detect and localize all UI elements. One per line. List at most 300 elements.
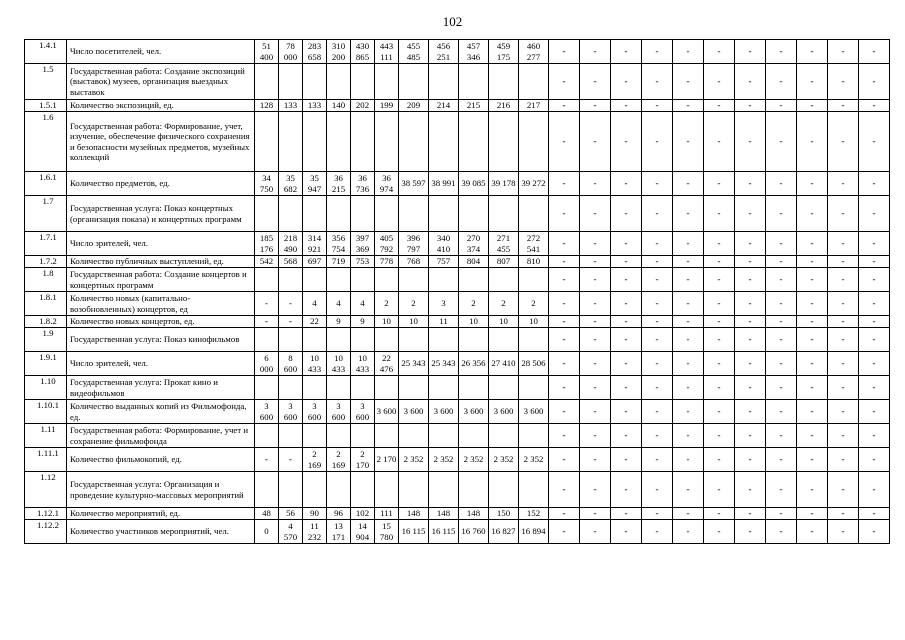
- value-cell: -: [704, 376, 735, 400]
- value-cell: 2 352: [519, 448, 549, 472]
- value-cell: 16 827: [489, 520, 519, 544]
- value-cell: -: [859, 40, 890, 64]
- row-number: 1.7: [25, 196, 67, 232]
- value-cell: [519, 472, 549, 508]
- value-cell: -: [642, 40, 673, 64]
- value-cell: [459, 376, 489, 400]
- value-cell: -: [735, 448, 766, 472]
- value-cell: -: [704, 112, 735, 172]
- value-cell: 27 410: [489, 352, 519, 376]
- value-cell: -: [549, 520, 580, 544]
- value-cell: [351, 64, 375, 100]
- value-cell: 14 904: [351, 520, 375, 544]
- value-cell: [303, 424, 327, 448]
- value-cell: -: [255, 316, 279, 328]
- table-row: [25, 172, 890, 196]
- value-cell: [459, 112, 489, 172]
- value-cell: 2 169: [303, 448, 327, 472]
- value-cell: [375, 112, 399, 172]
- value-cell: -: [611, 400, 642, 424]
- value-cell: 3 600: [303, 400, 327, 424]
- value-cell: [351, 196, 375, 232]
- value-cell: 430 865: [351, 40, 375, 64]
- value-cell: -: [279, 292, 303, 316]
- value-cell: 96: [327, 508, 351, 520]
- value-cell: -: [766, 400, 797, 424]
- value-cell: 16 115: [399, 520, 429, 544]
- value-cell: -: [549, 448, 580, 472]
- value-cell: -: [549, 316, 580, 328]
- row-number: 1.11: [25, 424, 67, 448]
- value-cell: [399, 376, 429, 400]
- value-cell: -: [704, 328, 735, 352]
- value-cell: -: [580, 268, 611, 292]
- value-cell: [489, 196, 519, 232]
- value-cell: 2 169: [327, 448, 351, 472]
- value-cell: -: [797, 508, 828, 520]
- value-cell: -: [549, 352, 580, 376]
- value-cell: 459 175: [489, 40, 519, 64]
- value-cell: -: [549, 424, 580, 448]
- row-number: 1.4.1: [25, 40, 67, 64]
- value-cell: -: [766, 472, 797, 508]
- value-cell: -: [735, 400, 766, 424]
- value-cell: [327, 328, 351, 352]
- row-number: 1.9: [25, 328, 67, 352]
- value-cell: 272 541: [519, 232, 549, 256]
- value-cell: 2 352: [399, 448, 429, 472]
- value-cell: -: [580, 112, 611, 172]
- value-cell: [255, 328, 279, 352]
- value-cell: -: [797, 172, 828, 196]
- value-cell: 697: [303, 256, 327, 268]
- value-cell: -: [549, 400, 580, 424]
- value-cell: 778: [375, 256, 399, 268]
- value-cell: -: [766, 64, 797, 100]
- value-cell: [303, 328, 327, 352]
- value-cell: 11 232: [303, 520, 327, 544]
- value-cell: -: [735, 376, 766, 400]
- value-cell: [303, 64, 327, 100]
- value-cell: [489, 424, 519, 448]
- value-cell: [279, 196, 303, 232]
- value-cell: 460 277: [519, 40, 549, 64]
- value-cell: [255, 64, 279, 100]
- value-cell: -: [797, 448, 828, 472]
- value-cell: 9: [327, 316, 351, 328]
- value-cell: -: [859, 448, 890, 472]
- value-cell: -: [766, 376, 797, 400]
- value-cell: [327, 472, 351, 508]
- value-cell: -: [735, 232, 766, 256]
- value-cell: -: [797, 64, 828, 100]
- value-cell: [429, 328, 459, 352]
- value-cell: -: [735, 100, 766, 112]
- value-cell: -: [642, 64, 673, 100]
- value-cell: -: [642, 400, 673, 424]
- value-cell: 6 000: [255, 352, 279, 376]
- value-cell: [279, 268, 303, 292]
- value-cell: -: [828, 40, 859, 64]
- value-cell: 2: [519, 292, 549, 316]
- value-cell: 28 506: [519, 352, 549, 376]
- value-cell: -: [673, 196, 704, 232]
- value-cell: [459, 424, 489, 448]
- value-cell: 16 894: [519, 520, 549, 544]
- value-cell: -: [704, 40, 735, 64]
- value-cell: [375, 424, 399, 448]
- value-cell: -: [859, 328, 890, 352]
- value-cell: -: [735, 352, 766, 376]
- value-cell: -: [673, 376, 704, 400]
- value-cell: -: [642, 448, 673, 472]
- value-cell: -: [735, 424, 766, 448]
- value-cell: [399, 64, 429, 100]
- value-cell: 39 272: [519, 172, 549, 196]
- indicator-name: Количество участников мероприятий, чел.: [67, 520, 255, 544]
- value-cell: -: [673, 268, 704, 292]
- value-cell: -: [580, 352, 611, 376]
- value-cell: [255, 376, 279, 400]
- value-cell: -: [828, 112, 859, 172]
- value-cell: 25 343: [399, 352, 429, 376]
- value-cell: -: [828, 316, 859, 328]
- indicator-name: Государственная услуга: Показ кинофильмов: [67, 328, 255, 352]
- value-cell: 216: [489, 100, 519, 112]
- value-cell: [375, 328, 399, 352]
- value-cell: 185 176: [255, 232, 279, 256]
- indicator-name: Количество предметов, ед.: [67, 172, 255, 196]
- value-cell: 4: [303, 292, 327, 316]
- value-cell: 39 085: [459, 172, 489, 196]
- value-cell: [303, 112, 327, 172]
- value-cell: [459, 268, 489, 292]
- value-cell: -: [797, 472, 828, 508]
- value-cell: 10 433: [303, 352, 327, 376]
- value-cell: -: [828, 400, 859, 424]
- value-cell: 405 792: [375, 232, 399, 256]
- value-cell: -: [611, 520, 642, 544]
- value-cell: -: [828, 196, 859, 232]
- value-cell: -: [642, 172, 673, 196]
- value-cell: -: [704, 64, 735, 100]
- value-cell: 111: [375, 508, 399, 520]
- value-cell: [255, 472, 279, 508]
- value-cell: 48: [255, 508, 279, 520]
- value-cell: -: [797, 292, 828, 316]
- value-cell: [279, 328, 303, 352]
- value-cell: 3 600: [489, 400, 519, 424]
- value-cell: -: [797, 112, 828, 172]
- value-cell: -: [642, 328, 673, 352]
- indicator-name: Количество публичных выступлений, ед.: [67, 256, 255, 268]
- value-cell: 753: [351, 256, 375, 268]
- value-cell: 35 682: [279, 172, 303, 196]
- value-cell: -: [611, 268, 642, 292]
- value-cell: -: [580, 472, 611, 508]
- table-row: [25, 196, 890, 232]
- value-cell: [429, 424, 459, 448]
- value-cell: 810: [519, 256, 549, 268]
- value-cell: -: [611, 316, 642, 328]
- value-cell: [399, 196, 429, 232]
- indicator-name: Государственная услуга: Организация и проведение культурно-массовых мероприятий: [67, 472, 255, 508]
- value-cell: -: [828, 64, 859, 100]
- value-cell: 340 410: [429, 232, 459, 256]
- value-cell: -: [642, 292, 673, 316]
- value-cell: [399, 268, 429, 292]
- value-cell: -: [549, 292, 580, 316]
- value-cell: 152: [519, 508, 549, 520]
- value-cell: [255, 196, 279, 232]
- value-cell: 2: [459, 292, 489, 316]
- row-number: 1.8.2: [25, 316, 67, 328]
- value-cell: 2 352: [429, 448, 459, 472]
- value-cell: -: [549, 268, 580, 292]
- value-cell: -: [797, 376, 828, 400]
- value-cell: -: [766, 424, 797, 448]
- value-cell: -: [704, 508, 735, 520]
- value-cell: -: [828, 352, 859, 376]
- value-cell: [459, 328, 489, 352]
- value-cell: -: [673, 508, 704, 520]
- value-cell: -: [642, 520, 673, 544]
- value-cell: -: [735, 172, 766, 196]
- table-row: [25, 352, 890, 376]
- table-row: [25, 316, 890, 328]
- row-number: 1.10: [25, 376, 67, 400]
- value-cell: -: [766, 508, 797, 520]
- table-row: [25, 40, 890, 64]
- value-cell: 804: [459, 256, 489, 268]
- row-number: 1.12: [25, 472, 67, 508]
- indicator-name: Государственная работа: Создание экспозиций (выставок) музеев, организация выездных выставок: [67, 64, 255, 100]
- table-row: [25, 424, 890, 448]
- value-cell: 2 352: [489, 448, 519, 472]
- value-cell: [519, 64, 549, 100]
- value-cell: -: [549, 508, 580, 520]
- value-cell: [459, 472, 489, 508]
- value-cell: -: [859, 268, 890, 292]
- value-cell: 443 111: [375, 40, 399, 64]
- value-cell: -: [766, 448, 797, 472]
- row-number: 1.5: [25, 64, 67, 100]
- value-cell: -: [580, 292, 611, 316]
- value-cell: 78 000: [279, 40, 303, 64]
- table-row: [25, 256, 890, 268]
- value-cell: -: [642, 376, 673, 400]
- value-cell: -: [797, 196, 828, 232]
- value-cell: -: [673, 40, 704, 64]
- table-row: [25, 400, 890, 424]
- value-cell: -: [859, 520, 890, 544]
- value-cell: 10: [519, 316, 549, 328]
- value-cell: -: [279, 316, 303, 328]
- value-cell: -: [255, 292, 279, 316]
- value-cell: [399, 472, 429, 508]
- indicator-name: Государственная работа: Формирование, учет и сохранение фильмофонда: [67, 424, 255, 448]
- value-cell: 140: [327, 100, 351, 112]
- value-cell: 148: [459, 508, 489, 520]
- table-row: [25, 448, 890, 472]
- value-cell: -: [580, 256, 611, 268]
- table-row: [25, 292, 890, 316]
- value-cell: -: [611, 64, 642, 100]
- value-cell: [327, 424, 351, 448]
- value-cell: 568: [279, 256, 303, 268]
- value-cell: 150: [489, 508, 519, 520]
- value-cell: 396 797: [399, 232, 429, 256]
- value-cell: 15 780: [375, 520, 399, 544]
- value-cell: -: [859, 424, 890, 448]
- table-row: [25, 328, 890, 352]
- value-cell: 9: [351, 316, 375, 328]
- value-cell: -: [828, 328, 859, 352]
- value-cell: -: [580, 316, 611, 328]
- value-cell: 214: [429, 100, 459, 112]
- value-cell: [429, 472, 459, 508]
- value-cell: -: [735, 40, 766, 64]
- value-cell: 148: [399, 508, 429, 520]
- value-cell: 10 433: [351, 352, 375, 376]
- value-cell: 757: [429, 256, 459, 268]
- value-cell: 314 921: [303, 232, 327, 256]
- indicator-name: Количество новых концертов, ед.: [67, 316, 255, 328]
- value-cell: [429, 64, 459, 100]
- value-cell: [489, 112, 519, 172]
- row-number: 1.9.1: [25, 352, 67, 376]
- value-cell: -: [704, 196, 735, 232]
- value-cell: 35 947: [303, 172, 327, 196]
- value-cell: -: [642, 268, 673, 292]
- value-cell: -: [642, 196, 673, 232]
- value-cell: [459, 64, 489, 100]
- value-cell: 133: [303, 100, 327, 112]
- value-cell: 90: [303, 508, 327, 520]
- indicator-name: Число зрителей, чел.: [67, 352, 255, 376]
- value-cell: -: [797, 268, 828, 292]
- table-row: [25, 232, 890, 256]
- value-cell: 26 356: [459, 352, 489, 376]
- value-cell: -: [797, 100, 828, 112]
- value-cell: -: [611, 256, 642, 268]
- value-cell: -: [735, 508, 766, 520]
- row-number: 1.12.1: [25, 508, 67, 520]
- value-cell: -: [673, 472, 704, 508]
- value-cell: -: [704, 100, 735, 112]
- value-cell: 215: [459, 100, 489, 112]
- value-cell: -: [611, 172, 642, 196]
- value-cell: [375, 64, 399, 100]
- value-cell: -: [766, 328, 797, 352]
- value-cell: 719: [327, 256, 351, 268]
- value-cell: -: [611, 100, 642, 112]
- value-cell: -: [642, 424, 673, 448]
- value-cell: 4 570: [279, 520, 303, 544]
- value-cell: [375, 376, 399, 400]
- value-cell: [351, 376, 375, 400]
- value-cell: 283 658: [303, 40, 327, 64]
- value-cell: -: [673, 64, 704, 100]
- value-cell: -: [611, 196, 642, 232]
- value-cell: 39 178: [489, 172, 519, 196]
- value-cell: -: [828, 100, 859, 112]
- value-cell: [429, 112, 459, 172]
- value-cell: -: [642, 316, 673, 328]
- value-cell: 3 600: [255, 400, 279, 424]
- value-cell: -: [766, 112, 797, 172]
- value-cell: -: [828, 292, 859, 316]
- value-cell: -: [580, 196, 611, 232]
- value-cell: [519, 424, 549, 448]
- value-cell: -: [611, 232, 642, 256]
- value-cell: -: [673, 316, 704, 328]
- value-cell: -: [611, 292, 642, 316]
- value-cell: -: [766, 196, 797, 232]
- indicator-name: Государственная работа: Формирование, учет, изучение, обеспечение физического сохранения и безопасности музейных предметов, музейных коллекций: [67, 112, 255, 172]
- indicator-name: Государственная услуга: Прокат кино и видеофильмов: [67, 376, 255, 400]
- indicator-name: Число зрителей, чел.: [67, 232, 255, 256]
- value-cell: 34 750: [255, 172, 279, 196]
- value-cell: 3 600: [459, 400, 489, 424]
- value-cell: -: [859, 256, 890, 268]
- value-cell: [519, 196, 549, 232]
- value-cell: -: [704, 268, 735, 292]
- value-cell: -: [549, 172, 580, 196]
- value-cell: 310 200: [327, 40, 351, 64]
- value-cell: -: [797, 256, 828, 268]
- value-cell: -: [828, 376, 859, 400]
- value-cell: [351, 328, 375, 352]
- value-cell: -: [828, 520, 859, 544]
- value-cell: -: [549, 472, 580, 508]
- value-cell: -: [642, 256, 673, 268]
- value-cell: 2 352: [459, 448, 489, 472]
- value-cell: -: [797, 328, 828, 352]
- value-cell: -: [735, 64, 766, 100]
- value-cell: -: [704, 400, 735, 424]
- indicator-name: Государственная работа: Создание концертов и концертных программ: [67, 268, 255, 292]
- value-cell: -: [859, 292, 890, 316]
- value-cell: -: [611, 424, 642, 448]
- value-cell: [519, 376, 549, 400]
- value-cell: 56: [279, 508, 303, 520]
- value-cell: -: [859, 172, 890, 196]
- value-cell: -: [642, 508, 673, 520]
- value-cell: -: [549, 196, 580, 232]
- row-number: 1.11.1: [25, 448, 67, 472]
- row-number: 1.8: [25, 268, 67, 292]
- value-cell: 3 600: [327, 400, 351, 424]
- value-cell: -: [549, 40, 580, 64]
- value-cell: [279, 376, 303, 400]
- value-cell: -: [828, 448, 859, 472]
- value-cell: -: [642, 112, 673, 172]
- value-cell: [327, 64, 351, 100]
- value-cell: [255, 112, 279, 172]
- value-cell: [519, 112, 549, 172]
- value-cell: 2: [489, 292, 519, 316]
- value-cell: 10: [489, 316, 519, 328]
- value-cell: [429, 268, 459, 292]
- value-cell: [303, 472, 327, 508]
- value-cell: 36 736: [351, 172, 375, 196]
- value-cell: -: [859, 400, 890, 424]
- value-cell: [459, 196, 489, 232]
- value-cell: -: [611, 112, 642, 172]
- value-cell: -: [766, 256, 797, 268]
- value-cell: -: [704, 520, 735, 544]
